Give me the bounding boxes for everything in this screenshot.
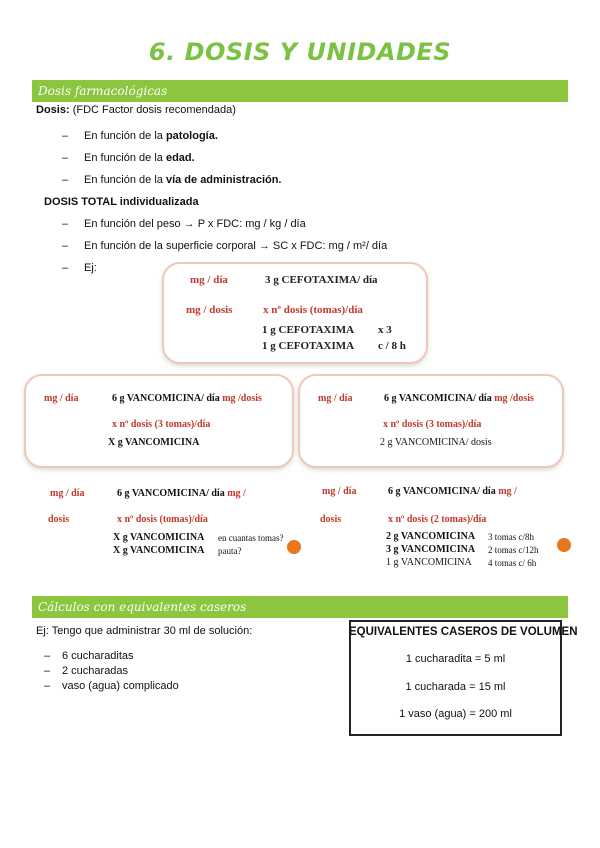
ex5-drug-line xyxy=(388,486,517,497)
bullet-bold: edad. xyxy=(165,152,195,164)
ex5-mg-dia: mg / día xyxy=(322,486,357,497)
caseros-intro: Ej: Tengo que administrar 30 ml de solución: xyxy=(36,625,253,637)
equivalentes-title: EQUIVALENTES CASEROS DE VOLUMEN xyxy=(349,626,578,638)
ex5-row-b: 4 tomas c/ 6h xyxy=(488,558,537,568)
caseros-item: 6 cucharaditas xyxy=(62,650,134,662)
section-header-dosis: Dosis farmacológicas xyxy=(32,80,568,102)
ex1-result-b: x 3 xyxy=(378,324,392,336)
bullet-text: En función de la xyxy=(84,174,166,186)
dosis-text: (FDC Factor dosis recomendada) xyxy=(72,104,236,116)
ex4-drug-line xyxy=(117,488,246,499)
bullet-bold: vía de administración. xyxy=(165,174,282,186)
ex1-result-a: 1 g CEFOTAXIMA xyxy=(262,324,355,336)
ex2-drug-line xyxy=(112,393,262,404)
ex5-row-b: 3 tomas c/8h xyxy=(488,532,534,542)
ex3-times: x nº dosis (3 tomas)/día xyxy=(383,419,482,430)
ex4-dosis: dosis xyxy=(48,514,70,525)
ex5-drug: 6 g VANCOMICINA/ día xyxy=(388,486,496,497)
ex4-res2: X g VANCOMICINA xyxy=(113,545,205,556)
bullet-text: En función de la xyxy=(84,152,166,164)
ex3-result: 2 g VANCOMICINA/ dosis xyxy=(380,437,492,448)
dosis-total-label: DOSIS TOTAL individualizada xyxy=(44,196,199,208)
ex4-drug: 6 g VANCOMICINA/ día xyxy=(117,488,225,499)
caseros-item: vaso (agua) complicado xyxy=(62,680,179,692)
ex1-drug: 3 g CEFOTAXIMA/ día xyxy=(265,274,378,286)
bullet-peso: En función del peso → P x FDC: mg / kg / día xyxy=(84,218,306,230)
ex2-unit: mg /dosis xyxy=(222,393,262,404)
bullet-via xyxy=(84,174,282,186)
orange-marker xyxy=(287,540,301,554)
ex4-note1: en cuantas tomas? xyxy=(218,533,284,543)
ex3-unit: mg /dosis xyxy=(494,393,534,404)
ex3-mg-dia: mg / día xyxy=(318,393,353,404)
equivalence-row: 1 vaso (agua) = 200 ml xyxy=(399,708,512,720)
ex1-result2-b: c / 8 h xyxy=(378,340,406,352)
bullet-edad xyxy=(84,152,195,164)
ex4-mg-dia: mg / día xyxy=(50,488,85,499)
ex3-drug-line xyxy=(384,393,534,404)
orange-marker xyxy=(557,538,571,552)
dosis-label: Dosis: xyxy=(36,104,70,116)
ex4-times: x nº dosis (tomas)/día xyxy=(117,514,208,525)
ex5-row-a: 1 g VANCOMICINA xyxy=(386,557,472,568)
ex5-row-a: 3 g VANCOMICINA xyxy=(386,544,476,555)
bullet-text: En función de la xyxy=(84,130,166,142)
ex2-result: X g VANCOMICINA xyxy=(108,437,200,448)
ex2-mg-dia: mg / día xyxy=(44,393,79,404)
equivalence-row: 1 cucharadita = 5 ml xyxy=(405,653,506,665)
bullet-patologia xyxy=(84,130,218,142)
ex4-note2: pauta? xyxy=(218,546,242,556)
caseros-item: 2 cucharadas xyxy=(62,665,129,677)
ex4-res1: X g VANCOMICINA xyxy=(113,532,205,543)
ex4-unit: mg / xyxy=(227,488,246,499)
ex5-unit: mg / xyxy=(498,486,517,497)
equivalence-row: 1 cucharada = 15 ml xyxy=(405,681,506,693)
bullet-ej: Ej: xyxy=(84,262,97,274)
ex5-row-b: 2 tomas c/12h xyxy=(488,545,539,555)
dosis-definition xyxy=(36,104,236,116)
ex1-mg-dosis: mg / dosis xyxy=(186,304,233,316)
ex2-times: x nº dosis (3 tomas)/día xyxy=(112,419,211,430)
bullet-superficie: En función de la superficie corporal → SC x FDC: mg / m²/ día xyxy=(84,240,388,252)
page-title: 6. DOSIS Y UNIDADES xyxy=(148,38,452,66)
ex1-mg-dia: mg / día xyxy=(190,274,228,286)
ex5-dosis: dosis xyxy=(320,514,342,525)
ex1-result2-a: 1 g CEFOTAXIMA xyxy=(262,340,355,352)
ex5-row-a: 2 g VANCOMICINA xyxy=(386,531,476,542)
ex1-times: x nº dosis (tomas)/día xyxy=(263,304,363,316)
ex3-drug: 6 g VANCOMICINA/ día xyxy=(384,393,492,404)
ex2-drug: 6 g VANCOMICINA/ día xyxy=(112,393,220,404)
ex5-times: x nº dosis (2 tomas)/día xyxy=(388,514,487,525)
bullet-bold: patología. xyxy=(165,130,218,142)
section-header-caseros: Cálculos con equivalentes caseros xyxy=(32,596,568,618)
